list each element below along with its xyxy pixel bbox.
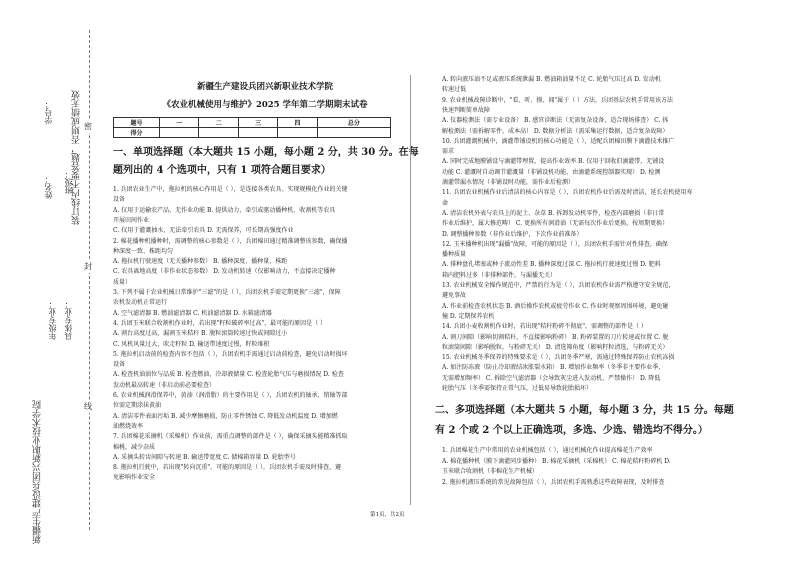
question-line: A. 拖拉机行驶速度（无关播种参数） B. 播种深度、播种量、株距 [113,258,288,266]
score-table-score-row [114,128,391,138]
question-line: 1. 兵团农业生产中，拖拉机的核心作用是（ ），是连接各类农具、实现规模化作业的关键 [113,186,348,193]
question-line: 15. 农业机械冬季保养的特殊要求是（ ），兵团冬季严寒，需通过特殊保养防止农机冻损 [442,354,675,362]
section1-heading-cont: 题列出的 4 个选项中，只有 1 项符合题目要求） [113,165,331,176]
score-cell [238,128,277,138]
question-line: A. 割台高度过高，漏割玉米秸秆 B. 脱粒滚筒转速过快或间隙过小 [113,330,288,338]
score-cell [278,128,317,138]
question-line: 快速判断简单故障 [442,106,491,114]
question-line: 解检测法（需拆解零件，成本高） D. 数据分析法（需采集运行数据，适合复杂故障） [442,127,669,135]
question-line: 4. 兵团玉米联合收割机作业时，若出现"籽粒破碎率过高"，最可能的原因是（ ） [113,319,327,327]
question-line: 功能 C. 灌溉时自动调节灌溉量（非铺设机功能，由滴灌系统控制器实现） D. 检测 [442,168,661,176]
question-line: 13. 农业机械安全操作规范中，严禁的行为是（ ），兵团农机作业需严格遵守安全规范， [442,282,675,289]
question-line: 9. 农业机械故障诊断中，"看、听、摸、闻"属于（ ）方法，兵团基层农机手常用该方法 [442,96,674,104]
question-line: A. 空气滤清器 B. 燃油滤清器 C. 机油滤清器 D. 水箱滤清器 [113,309,272,317]
question-line: 14. 兵团小麦收割机作业时，若出现"秸秆粉碎不彻底"，需调整的部件是（ ） [442,323,647,331]
question-line: A. 割刀间隙（影响切割秸秆，不直接影响粉碎） B. 粉碎装置的刀片转速或位置 C. 脱 [442,333,669,341]
question-line: 质量） [113,278,132,286]
question-line: C. 农具离地高度（非作业状态参数） D. 发动机转速（仅影响动力，不直接决定播种 [113,268,336,276]
score-cell: 总分 [317,118,390,128]
question-line: 8. 拖拉机行驶中，若出现"转向沉重"，可能的原因是（ ），兵团农机手需及时排查，避 [113,464,342,472]
score-cell: 四 [278,118,317,128]
question-line: A. 加注防冻液（防止冷却液结冰胀裂水箱） B. 增加作业频率（冬季非主要作业季， [442,364,665,372]
binding-name-label: 姓名： [44,175,53,199]
exam-title: 《农业机械使用与维护》2025 学年第二学期期末试卷 [162,100,368,110]
question-line: 滴灌带漏水情况（非铺设时功能，需作业后检测） [442,179,575,186]
section2-heading: 二、多项选择题（本大题共 5 小题，每小题 3 分，共 15 分。每题 [435,405,734,416]
question-line: 避免事故 [442,292,467,300]
question-line: 5. 拖拉机启动前的检查内容不包括（ ），兵团农机手需通过启动前检查，避免启动时损坏 [113,350,348,358]
question-line: 转速过低 [442,86,467,94]
question-line: 撞 D. 定期保养农机 [442,312,495,320]
question-line: 需求 [442,148,455,156]
question-line: 箱内肥料过多（非排种部件，与漏播无关） [442,271,557,279]
question-line: 7. 兵团棉花采摘机（采棉机）作业前，需重点调整的部件是（ ），确保采摘头能精准抓取 [113,433,348,441]
score-cell [199,128,238,138]
question-line: 发动机最高转速（非启动前必要检查） [113,381,216,389]
question-line: 12. 玉米播种机出现"漏播"故障，可能的原因是（ ），兵团农机手需针对性排查，确保 [442,240,668,248]
binding-school: 新疆生产建设兵团兴新职业技术学院 [33,400,43,544]
question-line: 10. 兵团灌溉机械中，滴灌带铺设机的核心功能是（ ），适配兵团棉田膜下滴灌技术推广 [442,137,675,145]
question-line: A. 棉花播种机（膜下滴灌同步播种） B. 棉花采摘机（采棉机） C. 棉花秸秆粉碎机 D. [442,457,671,465]
question-line: 粒滚筒间隙（影响脱粒，与粉碎无关） D. 清选筛角度（影响籽粒清选，与粉碎无关） [442,343,669,351]
score-cell: 二 [199,118,238,128]
score-cell: 一 [160,118,199,128]
seal-mark: 密 [84,122,92,131]
question-line: A. 同时完成地膜铺设与滴灌带埋置，提高作业效率 B. 仅用于回收旧滴灌带，无铺设 [442,158,665,166]
question-line: A. 清洁零件表面污垢 B. 减少摩擦磨损，防止零件锈蚀 C. 降低发动机温度 D. 增加燃 [113,412,338,420]
question-line: 免影响作业安全 [113,474,156,482]
question-line: C. 仅用于灌溉抽水，无法牵引农具 D. 无需保养，可长期高强度作业 [113,227,294,235]
question-line: 命 [442,199,449,207]
score-cell [160,128,199,138]
binding-warning: 装订线内不要答题，否则成绩无效 [72,90,82,225]
question-line: 玉米联合收割机（非棉花生产机械） [442,468,539,475]
question-line: 棉桃，减少杂质 [113,443,156,451]
question-line: 油燃烧效率 [113,422,144,430]
question-line: A. 作业前检查农机状态 B. 酒后操作农机或疲劳作业 C. 作业时观察周围环境，避免碰 [442,302,669,310]
question-line: A. 检查机油油位与品质 B. 检查燃油、冷却液储量 C. 检查轮胎气压与磨损情况 D. 检查 [113,371,344,379]
question-line: A. 仪器检测法（需专业设备） B. 感官诊断法（无需复杂设备，适合现场排查） C. 拆 [442,117,669,125]
question-line: A. 仅用于运输农产品，无作业功能 B. 提供动力，牵引或驱动播种机、收割机等农具 [113,206,336,214]
question-line: 开展田间作业 [113,216,150,224]
question-line: 播种质量 [442,251,467,259]
question-line: 6. 农业机械润滑保养中，黄油（润滑脂）的主要作用是（ ），兵团农机的轴承、销轴等部 [113,392,348,399]
score-cell: 三 [238,118,277,128]
binding-grade-major-label: 年级专业： [48,300,57,340]
binding-class-label: 班级： [64,170,73,194]
score-cell [317,128,390,138]
question-line: 无需增加频率） C. 拆除空气滤清器（会导致灰尘进入发动机，严禁操作） D. 降低 [442,374,661,382]
score-cell: 得分 [114,128,160,138]
page-number: 第1页，共2页 [370,512,405,518]
section2-heading-cont: 有 2 个或 2 个以上正确选项，多选、少选、错选均不得分。） [435,425,708,436]
question-line: A. 转向液压油不足或液压系统泄漏 B. 燃油箱油量不足 C. 轮胎气压过高 D. 发动机 [442,76,661,83]
question-line: A. 排种盘孔堵塞或种子流动性差 B. 播种深度过深 C. 拖拉机行驶速度过慢 D. 肥料 [442,261,661,269]
score-table-header-row [114,118,391,128]
question-line: A. 清洁农机外表与农具上的泥土、杂草 B. 拆卸发动机零件，检查内部磨损（非日常 [442,209,665,217]
question-line: 2. 棉花播种机播种时，需调整的核心参数是（ ），兵团棉田通过精准调整该参数，确保播 [113,237,348,245]
seal-mark: 封 [84,262,92,271]
score-table [113,117,391,138]
seal-mark: 线 [84,402,92,411]
score-cell: 题号 [114,118,160,128]
question-line: 设备 [113,361,126,369]
question-line: 1. 兵团棉花生产中常用的农业机械包括（ ），通过机械化作业提高棉花生产效率 [442,447,653,454]
question-line: 作业后维护，属大修范畴） C. 更换所有润滑油（无需每次作业后更换，按周期更换） [442,220,669,228]
question-line: 农机发动机正常运行 [113,299,168,307]
question-line: 位需定期涂抹黄油 [113,402,162,410]
question-line: C. 风机风量过大，吹走籽粒 D. 输送带速度过慢，籽粒堆积 [113,340,270,348]
section1-heading: 一、单项选择题（本大题共 15 小题，每小题 2 分，共 30 分。在每 [113,147,419,158]
school-title: 新疆生产建设兵团兴新职业技术学院 [196,82,333,92]
column-divider [410,75,411,505]
question-line: 3. 下列不属于农业机械日常维护"三滤"的是（ ），兵团农机手需定期更换"三滤"，保障 [113,289,341,296]
question-line: A. 采摘头转齿间隙与转速 B. 输送带宽度 C. 储棉箱容量 D. 轮胎型号 [113,453,296,461]
binding-dashed-line [89,30,90,530]
question-line: 11. 兵团农业机械作业后清洁的核心内容是（ ），兵团农机作业后需及时清洁，延长农机使用寿 [442,189,693,197]
question-line: D. 调整播种参数（非作业后维护，下次作业前准备） [442,230,583,238]
question-line: 设备 [113,196,126,204]
question-line: 轮胎气压（冬季需保持正常气压，过低易导致轮胎损坏） [442,385,593,392]
question-line: 2. 拖拉机液压系统的常见故障包括（ ），兵团农机手需熟悉这些故障表现，及时排查 [442,478,665,486]
question-line: 种深度一致、株距均匀 [113,247,174,255]
binding-student-id-label: 学号： [44,100,53,124]
binding-specialty-label: 具体专业： [64,300,73,340]
